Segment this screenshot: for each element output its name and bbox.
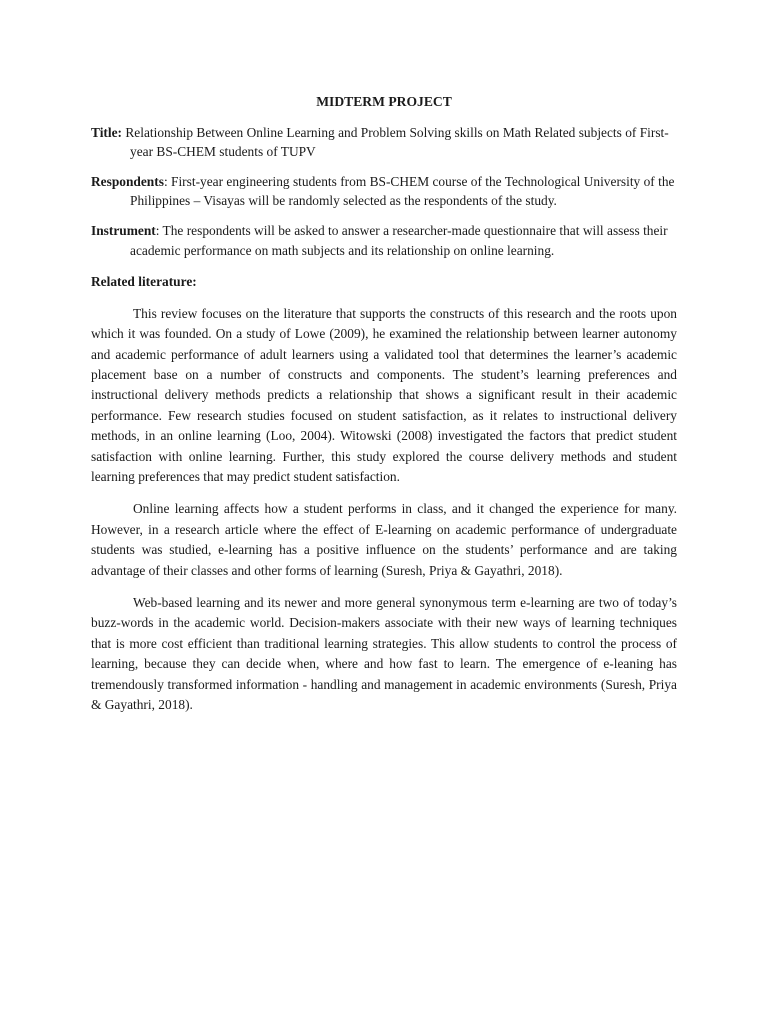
title-label: Title: [91, 124, 122, 140]
instrument-label: Instrument [91, 222, 156, 238]
literature-paragraph-2: Online learning affects how a student performs in class, and it changed the experience for many. However, in a research article where the effect of E-learning on academic performance of undergraduate students was studied, e-learning has a positive influence on the students’ performance and are taking advantage of their classes and other forms of learning (Suresh, Priya & Gayathri, 2018). [91, 501, 677, 578]
respondents-label: Respondents [91, 173, 164, 189]
instrument-field [91, 221, 677, 260]
literature-paragraph-1: This review focuses on the literature that supports the constructs of this research and the roots upon which it was founded. On a study of Lowe (2009), he examined the relationship between learner autonomy and academic performance of adult learners using a validated tool that determines the learner’s academic placement base on a number of constructs and components. The student’s learning preferences and instructional delivery methods predicts a relationship that shows a significant result in their academic performance. Few research studies focused on student satisfaction, as it relates to instructional delivery methods, in an online learning (Loo, 2004). Witowski (2008) investigated the factors that predict student satisfaction with online learning. Further, this study explored the course delivery methods and student learning preferences that may predict student satisfaction. [91, 305, 677, 484]
respondents-field [91, 172, 677, 211]
title-field [91, 123, 677, 162]
related-literature-heading: Related literature: [91, 274, 197, 290]
respondents-text: : First-year engineering students from BS-CHEM course of the Technological University of the Philippines – Visayas will be randomly selected as the respondents of the study. [130, 173, 675, 209]
instrument-text: : The respondents will be asked to answer a researcher-made questionnaire that will assess their academic performance on math subjects and its relationship on online learning. [130, 222, 668, 258]
document-heading: MIDTERM PROJECT [316, 94, 452, 109]
literature-paragraph-3: Web-based learning and its newer and more general synonymous term e-learning are two of today’s buzz-words in the academic world. Decision-makers associate with their new ways of learning techniques that is more cost efficient than traditional learning strategies. This allow students to control the process of learning, because they can decide when, where and how fast to learn. The emergence of e-leaning has tremendously transformed information - handling and management in academic environments (Suresh, Priya & Gayathri, 2018). [91, 595, 677, 713]
title-text: Relationship Between Online Learning and Problem Solving skills on Math Related subjects of First-year BS-CHEM students of TUPV [125, 124, 669, 160]
document-page [91, 92, 677, 727]
